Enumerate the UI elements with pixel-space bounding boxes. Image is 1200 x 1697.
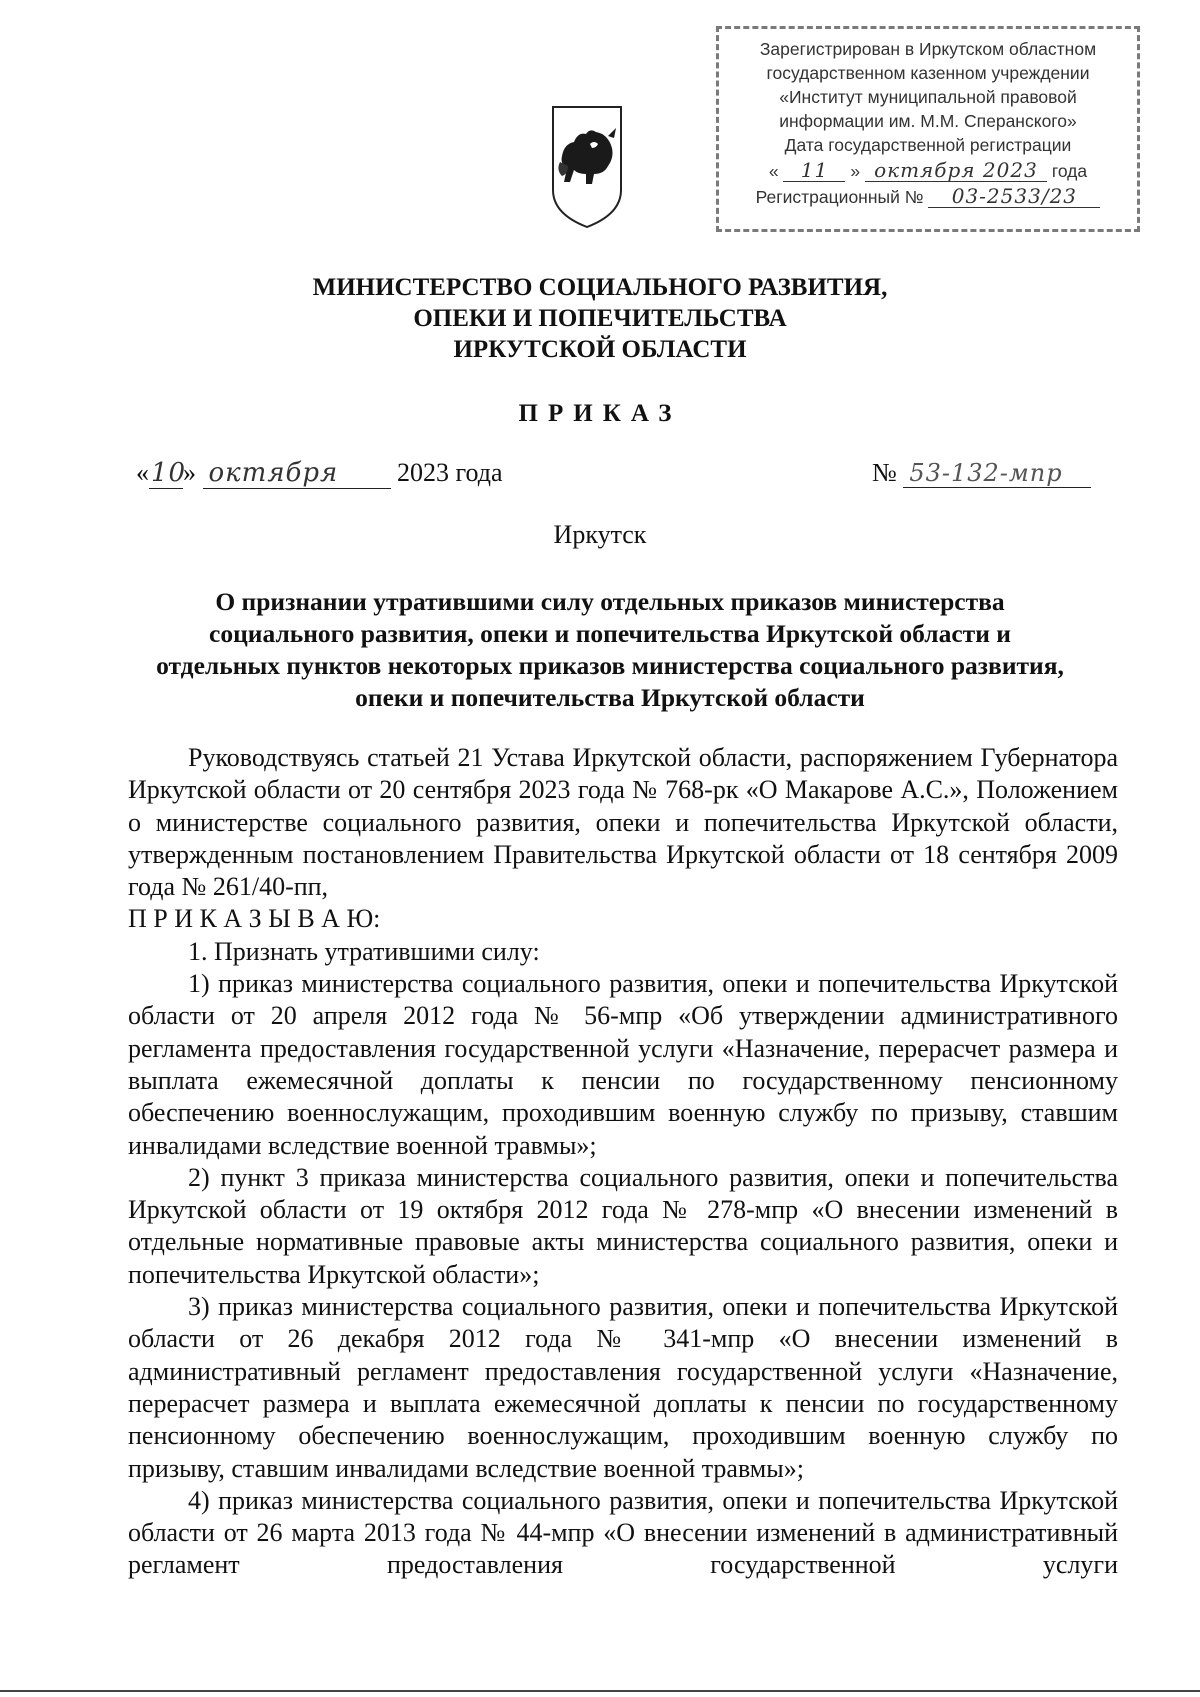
order-number-label: № xyxy=(872,458,897,487)
order-month: октября xyxy=(203,458,391,489)
registration-stamp xyxy=(716,26,1140,232)
stamp-line: «Институт муниципальной правовой xyxy=(779,87,1077,107)
babr-icon xyxy=(558,128,616,184)
stamp-line: государственном казенном учреждении xyxy=(766,63,1090,83)
stamp-line: информации им. М.М. Сперанского» xyxy=(779,111,1077,131)
stamp-reg-label: Регистрационный № xyxy=(755,187,924,207)
coat-of-arms-emblem xyxy=(550,104,624,230)
stamp-year-suffix: года xyxy=(1051,161,1088,181)
order-date-open: « xyxy=(136,458,149,487)
preamble: Руководствуясь статьей 21 Устава Иркутской области, распоряжением Губернатора Иркутской области от 20 сентября 2023 года № 768-рк «О Макарове А.С.», Положением о министерстве социального развития, опеки и попечительства Иркутской области, утвержденным постановлением Правительства Иркутской области от 18 сентября 2009 года № 261/40-пп, xyxy=(128,743,1118,902)
order-title: ПРИКАЗ xyxy=(518,400,682,427)
ministry-line: МИНИСТЕРСТВО СОЦИАЛЬНОГО РАЗВИТИЯ, xyxy=(312,274,888,301)
order-date xyxy=(136,458,503,489)
order-body xyxy=(128,742,1118,1582)
page-bottom-rule xyxy=(0,1690,1200,1692)
stamp-date-mid: » xyxy=(850,161,861,181)
ministry-line: ОПЕКИ И ПОПЕЧИТЕЛЬСТВА xyxy=(413,305,787,332)
stamp-line: Дата государственной регистрации xyxy=(784,135,1072,155)
order-date-close: » xyxy=(183,458,196,487)
sub-item-2: 2) пункт 3 приказа министерства социального развития, опеки и попечительства Иркутской области от 19 октября 2012 года № 278-мпр «О внесении изменений в отдельные нормативные правовые акты министерства социального развития, опеки и попечительства Иркутской области»; xyxy=(128,1162,1118,1289)
city: Иркутск xyxy=(553,520,647,549)
order-year: 2023 года xyxy=(397,458,503,487)
order-day: 10 xyxy=(151,458,187,488)
order-subject: О признании утратившими силу отдельных приказов министерства социального развития, опеки и попечительства Иркутской области и отдельных пунктов некоторых приказов министерства социального развития, опеки и попечительства Иркутской области xyxy=(156,587,1064,712)
sub-item-3: 3) приказ министерства социального развития, опеки и попечительства Иркутской области от 26 декабря 2012 года № 341-мпр «О внесении изменений в административный регламент предоставления государственной услуги «Назначение, перерасчет размера и выплата ежемесячной доплаты к пенсии по государственному пенсионному обеспечению военнослужащим, проходившим военную службу по призыву, ставшим инвалидами вследствие военной травмы»; xyxy=(128,1292,1118,1483)
stamp-reg-number: 03-2533/23 xyxy=(928,185,1100,208)
order-number-value: 53-132-мпр xyxy=(903,459,1091,488)
stamp-date-open: « xyxy=(768,161,779,181)
order-number xyxy=(872,458,1091,488)
stamp-line: Зарегистрирован в Иркутском областном xyxy=(759,39,1097,59)
ministry-name xyxy=(0,272,1200,365)
ministry-line: ИРКУТСКОЙ ОБЛАСТИ xyxy=(453,336,747,363)
stamp-registration-number xyxy=(727,185,1129,209)
sub-item-4: 4) приказ министерства социального развития, опеки и попечительства Иркутской области от 26 марта 2013 года № 44-мпр «О внесении изменений в административный регламент предоставления государственной услуги xyxy=(128,1485,1118,1580)
item-1: 1. Признать утратившими силу: xyxy=(188,936,540,966)
stamp-month: октября 2023 xyxy=(865,159,1047,182)
stamp-day: 11 xyxy=(783,159,845,182)
sub-item-1: 1) приказ министерства социального развития, опеки и попечительства Иркутской области от 20 апреля 2012 года № 56-мпр «Об утверждении административного регламента предоставления государственной услуги «Назначение, перерасчет размера и выплата ежемесячной доплаты к пенсии по государственному пенсионному обеспечению военнослужащим, проходившим военную службу по призыву, ставшим инвалидами вследствие военной травмы»; xyxy=(128,969,1118,1160)
order-word: П Р И К А З Ы В А Ю: xyxy=(128,904,381,934)
stamp-registration-date xyxy=(727,159,1129,183)
